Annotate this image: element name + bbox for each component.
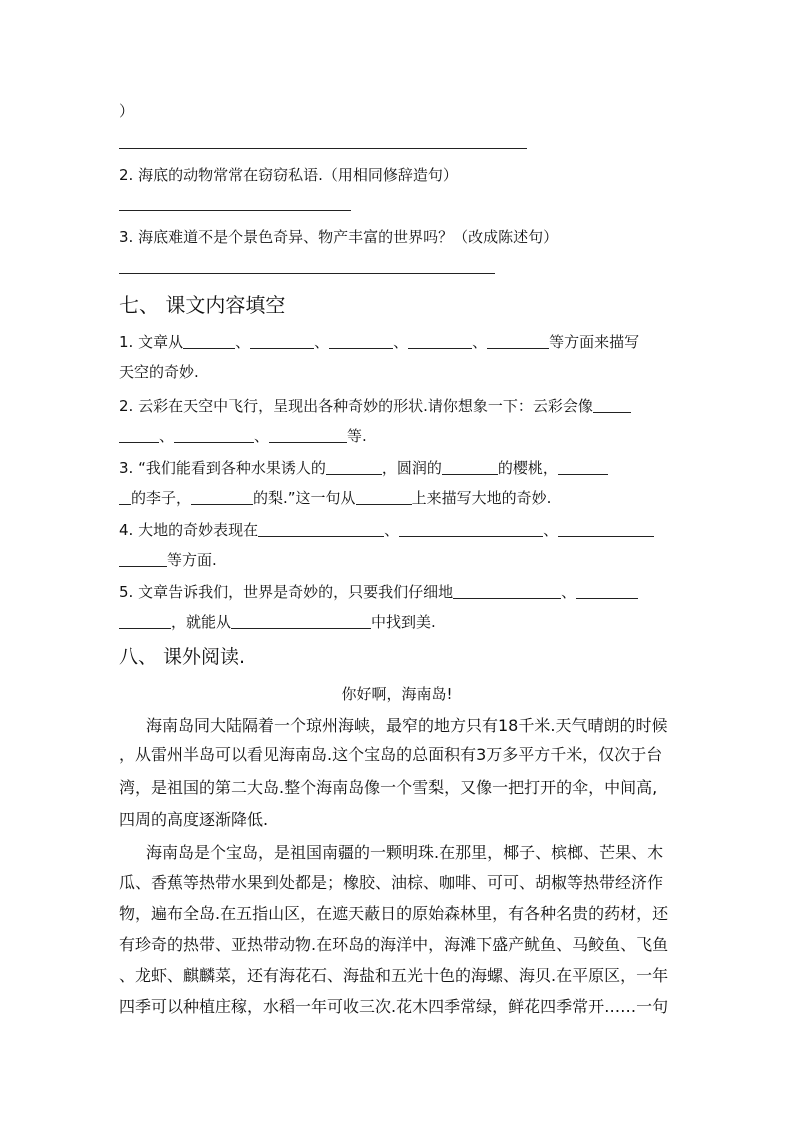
item-text: 的樱桃，	[497, 459, 558, 477]
blank[interactable]	[119, 613, 171, 629]
blank[interactable]	[191, 489, 253, 505]
fill-item-1-line-1	[119, 332, 639, 352]
item-text: 4. 大地的奇妙表现在	[119, 521, 259, 539]
separator: 、	[543, 521, 559, 539]
separator: 、	[393, 333, 409, 351]
paragraph-2-line-5: 、龙虾、麒麟菜，还有海花石、海盐和五光十色的海螺、海贝.在平原区，一年	[119, 966, 669, 985]
fill-item-4-line-1	[119, 520, 654, 540]
blank[interactable]	[593, 397, 631, 413]
blank[interactable]	[119, 489, 131, 505]
blank[interactable]	[487, 333, 549, 349]
fill-item-3-line-1	[119, 458, 608, 478]
separator: 、	[314, 333, 330, 351]
fill-item-4-line-2	[119, 550, 217, 570]
item-text: ，圆润的	[381, 459, 442, 477]
paragraph-1-line-2: ，从雷州半岛可以看见海南岛.这个宝岛的总面积有3万多平方千米，仅次于台	[119, 745, 663, 764]
paragraph-1-line-3: 湾，是祖国的第二大岛.整个海南岛像一个雪梨，又像一把打开的伞，中间高,	[119, 778, 658, 797]
item-text: 的李子，	[131, 489, 192, 507]
item-text: 2. 云彩在天空中飞行，呈现出各种奇妙的形状.请你想象一下：云彩会像	[119, 397, 593, 415]
answer-line	[119, 148, 527, 149]
fill-item-2-line-1	[119, 396, 631, 416]
item-text: 等方面.	[167, 551, 217, 569]
item-text: 等.	[347, 427, 367, 445]
item-text: 上来描写大地的奇妙.	[411, 489, 552, 507]
paragraph-2-line-1: 海南岛是个宝岛，是祖国南疆的一颗明珠.在那里，椰子、槟榔、芒果、木	[146, 843, 664, 862]
item-text: 5. 文章告诉我们，世界是奇妙的，只要我们仔细地	[119, 583, 454, 601]
blank[interactable]	[269, 427, 347, 443]
paragraph-2-line-2: 瓜、香蕉等热带水果到处都是；橡胶、油棕、咖啡、可可、胡椒等热带经济作	[119, 873, 664, 892]
fill-item-5-line-1	[119, 582, 638, 602]
item-text: 等方面来描写	[549, 333, 640, 351]
question-item-2: 2. 海底的动物常常在窃窃私语.（用相同修辞造句）	[119, 166, 458, 184]
blank[interactable]	[356, 489, 412, 505]
answer-line	[119, 273, 495, 274]
item-text: 中找到美.	[371, 613, 436, 631]
blank[interactable]	[231, 613, 371, 629]
separator: 、	[254, 427, 270, 445]
blank[interactable]	[558, 459, 608, 475]
blank[interactable]	[453, 583, 561, 599]
item-text: 3. “我们能看到各种水果诱人的	[119, 459, 326, 477]
separator: 、	[561, 583, 577, 601]
blank[interactable]	[576, 583, 638, 599]
paragraph-1-line-1: 海南岛同大陆隔着一个琼州海峡，最窄的地方只有18千米.天气晴朗的时候	[146, 716, 668, 735]
separator: 、	[472, 333, 488, 351]
fill-item-2-line-2	[119, 426, 367, 446]
section-heading-8: 八、 课外阅读.	[119, 646, 246, 668]
question-item-3: 3. 海底难道不是个景色奇异、物产丰富的世界吗？（改成陈述句）	[119, 228, 559, 246]
separator: 、	[235, 333, 251, 351]
blank[interactable]	[250, 333, 314, 349]
separator: 、	[159, 427, 175, 445]
blank[interactable]	[119, 551, 167, 567]
blank[interactable]	[399, 521, 543, 537]
item-text: 1. 文章从	[119, 333, 184, 351]
blank[interactable]	[326, 459, 382, 475]
closing-paren: ）	[119, 102, 135, 120]
fill-item-3-line-2	[119, 488, 551, 508]
paragraph-2-line-3: 物，遍布全岛.在五指山区，在遮天蔽日的原始森林里，有各种名贵的药材，还	[119, 904, 669, 923]
paragraph-2-line-6: 四季可以种植庄稼，水稻一年可收三次.花木四季常绿，鲜花四季常开……一句	[119, 997, 669, 1016]
fill-item-5-line-2	[119, 612, 436, 632]
fill-item-1-line-2: 天空的奇妙.	[119, 363, 199, 381]
blank[interactable]	[119, 427, 159, 443]
item-text: 的梨.”这一句从	[253, 489, 356, 507]
answer-line	[119, 210, 351, 211]
blank[interactable]	[183, 333, 235, 349]
paragraph-2-line-4: 有珍奇的热带、亚热带动物.在环岛的海洋中，海滩下盛产鱿鱼、马鲛鱼、飞鱼	[119, 935, 669, 954]
item-text: ，就能从	[171, 613, 232, 631]
blank[interactable]	[442, 459, 498, 475]
paragraph-1-line-4: 四周的高度逐渐降低.	[119, 810, 269, 829]
blank[interactable]	[174, 427, 254, 443]
blank[interactable]	[329, 333, 393, 349]
article-title: 你好啊，海南岛!	[341, 685, 453, 703]
blank[interactable]	[258, 521, 384, 537]
separator: 、	[384, 521, 400, 539]
section-heading-7: 七、 课文内容填空	[119, 293, 286, 317]
blank[interactable]	[558, 521, 654, 537]
blank[interactable]	[408, 333, 472, 349]
